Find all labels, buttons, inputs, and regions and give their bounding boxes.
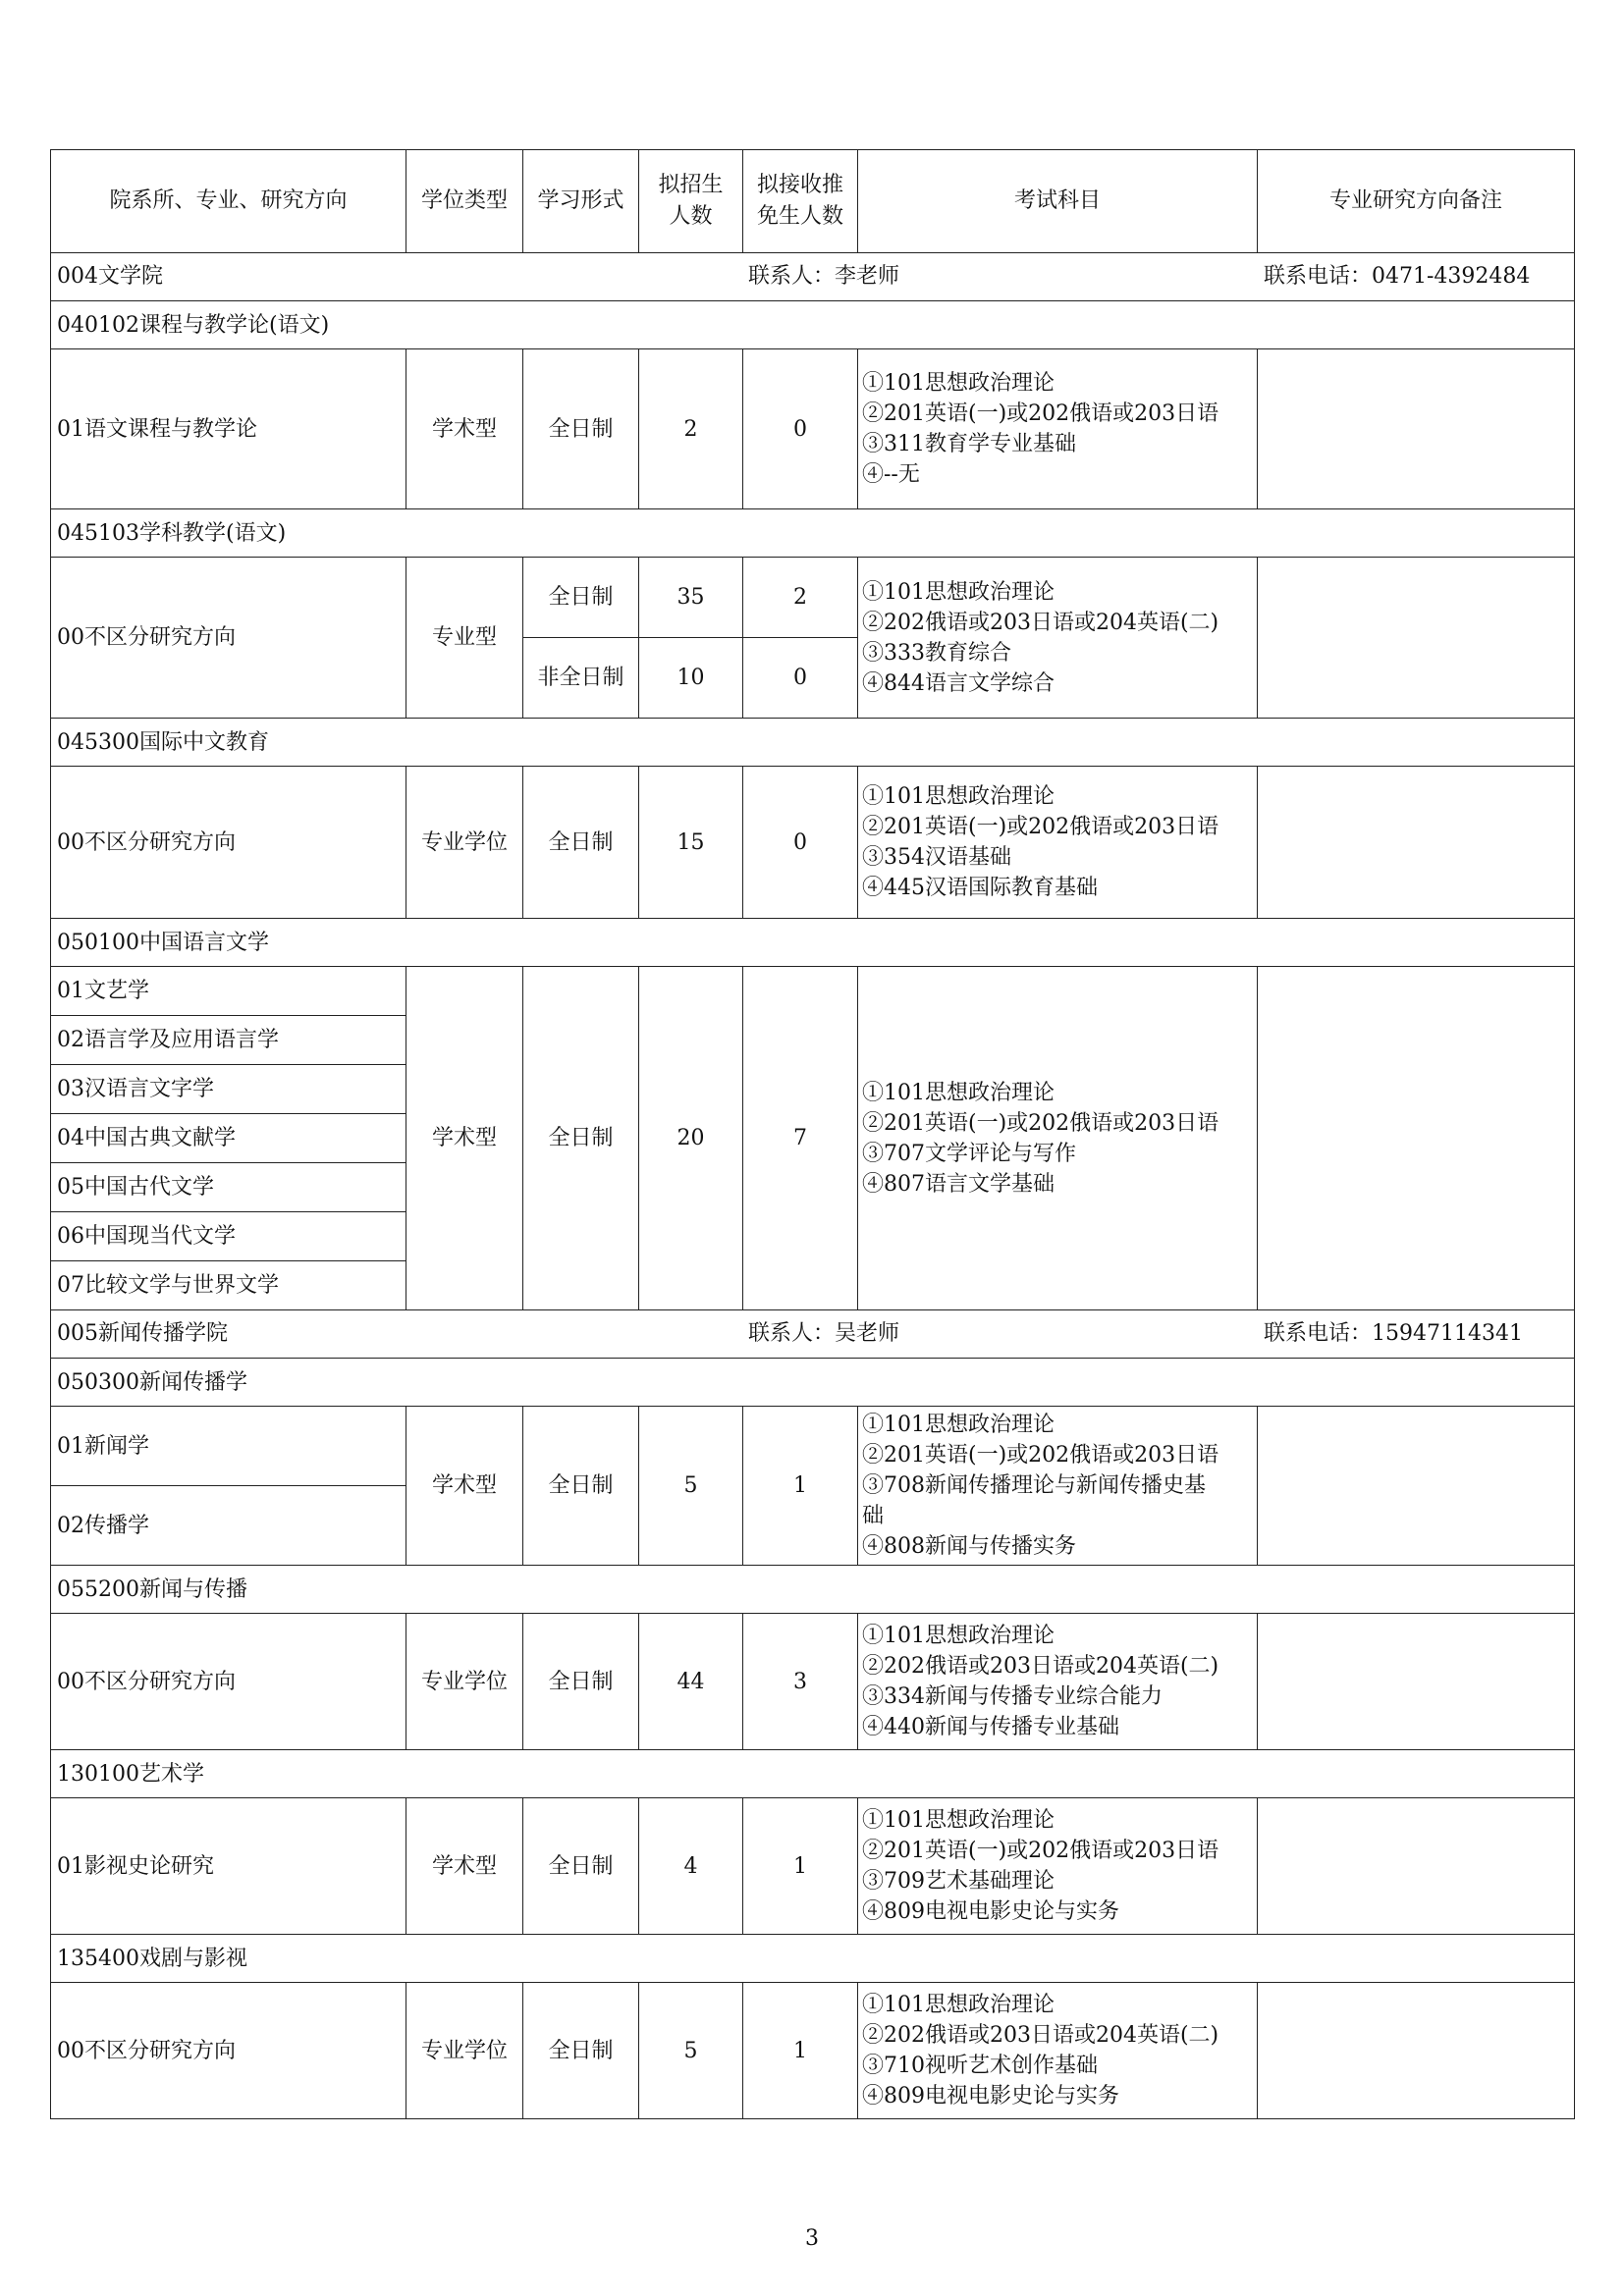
research-direction: 00不区分研究方向 — [51, 767, 406, 919]
exam-subjects — [858, 967, 1258, 1310]
header-enroll-line2: 人数 — [669, 204, 713, 229]
exam-line: ②202俄语或203日语或204英语(二) — [862, 1654, 1219, 1679]
major-title: 055200新闻与传播 — [51, 1566, 1575, 1614]
enroll-count: 35 — [639, 558, 743, 638]
header-exam-subjects: 考试科目 — [858, 150, 1258, 253]
research-direction: 06中国现当代文学 — [51, 1212, 406, 1261]
exam-line: ①101思想政治理论 — [862, 371, 1055, 396]
degree-type: 专业学位 — [406, 767, 523, 919]
header-enroll-line1: 拟招生 — [658, 173, 724, 197]
exam-line: ④807语言文学基础 — [862, 1171, 1055, 1197]
recommend-count: 1 — [743, 1798, 858, 1935]
recommend-count: 0 — [743, 349, 858, 509]
table-row — [51, 967, 1575, 1016]
department-phone: 联系电话：0471-4392484 — [1264, 264, 1531, 289]
research-direction: 02传播学 — [51, 1486, 406, 1566]
header-recommend-count — [743, 150, 858, 253]
enroll-count: 2 — [639, 349, 743, 509]
exam-subjects — [858, 1614, 1258, 1750]
major-title: 040102课程与教学论(语文) — [51, 301, 1575, 349]
exam-line: ③709艺术基础理论 — [862, 1869, 1055, 1894]
major-title-row — [51, 1359, 1575, 1407]
exam-line: ④440新闻与传播专业基础 — [862, 1715, 1119, 1739]
exam-line: 础 — [862, 1504, 885, 1528]
exam-line: ④808新闻与传播实务 — [862, 1534, 1076, 1559]
major-title: 045300国际中文教育 — [51, 719, 1575, 767]
enroll-count: 44 — [639, 1614, 743, 1750]
enroll-count: 5 — [639, 1983, 743, 2119]
header-degree-type: 学位类型 — [406, 150, 523, 253]
exam-line: ①101思想政治理论 — [862, 1413, 1055, 1437]
recommend-count: 3 — [743, 1614, 858, 1750]
department-cell — [51, 1310, 1575, 1359]
remarks-cell — [1258, 1798, 1575, 1935]
degree-type: 专业学位 — [406, 1983, 523, 2119]
recommend-count: 2 — [743, 558, 858, 638]
major-title: 050100中国语言文学 — [51, 919, 1575, 967]
research-direction: 01语文课程与教学论 — [51, 349, 406, 509]
research-direction: 04中国古典文献学 — [51, 1114, 406, 1163]
exam-subjects — [858, 1407, 1258, 1566]
recommend-count: 1 — [743, 1407, 858, 1566]
recommend-count: 1 — [743, 1983, 858, 2119]
exam-line: ③334新闻与传播专业综合能力 — [862, 1684, 1163, 1709]
exam-line: ③707文学评论与写作 — [862, 1141, 1076, 1166]
study-form: 全日制 — [523, 1407, 639, 1566]
enroll-count: 10 — [639, 638, 743, 719]
major-title: 135400戏剧与影视 — [51, 1935, 1575, 1983]
header-recommend-line2: 免生人数 — [756, 204, 843, 229]
research-direction: 02语言学及应用语言学 — [51, 1016, 406, 1065]
degree-type: 学术型 — [406, 349, 523, 509]
page-number: 3 — [805, 2226, 819, 2251]
department-row — [51, 253, 1575, 301]
exam-line: ④809电视电影史论与实务 — [862, 2084, 1119, 2109]
study-form: 非全日制 — [523, 638, 639, 719]
header-dept: 院系所、专业、研究方向 — [51, 150, 406, 253]
exam-subjects — [858, 1983, 1258, 2119]
major-title-row — [51, 301, 1575, 349]
header-remarks: 专业研究方向备注 — [1258, 150, 1575, 253]
department-row — [51, 1310, 1575, 1359]
major-title-row — [51, 509, 1575, 558]
degree-type: 专业学位 — [406, 1614, 523, 1750]
recommend-count: 0 — [743, 638, 858, 719]
research-direction: 00不区分研究方向 — [51, 1614, 406, 1750]
research-direction: 07比较文学与世界文学 — [51, 1261, 406, 1310]
enroll-count: 4 — [639, 1798, 743, 1935]
exam-line: ②201英语(一)或202俄语或203日语 — [862, 401, 1219, 426]
exam-line: ②201英语(一)或202俄语或203日语 — [862, 1110, 1219, 1136]
enroll-count: 20 — [639, 967, 743, 1310]
table-row — [51, 558, 1575, 638]
table-row — [51, 767, 1575, 919]
research-direction: 01新闻学 — [51, 1407, 406, 1486]
remarks-cell — [1258, 1614, 1575, 1750]
department-phone: 联系电话：15947114341 — [1264, 1321, 1523, 1346]
department-name: 005新闻传播学院 — [57, 1321, 228, 1346]
exam-line: ④445汉语国际教育基础 — [862, 876, 1098, 900]
study-form: 全日制 — [523, 349, 639, 509]
research-direction: 03汉语言文字学 — [51, 1065, 406, 1114]
exam-line: ③708新闻传播理论与新闻传播史基 — [862, 1473, 1206, 1498]
research-direction: 01影视史论研究 — [51, 1798, 406, 1935]
table-row — [51, 349, 1575, 509]
header-recommend-line1: 拟接收推 — [756, 173, 843, 197]
remarks-cell — [1258, 767, 1575, 919]
department-cell — [51, 253, 1575, 301]
header-study-form: 学习形式 — [523, 150, 639, 253]
remarks-cell — [1258, 558, 1575, 719]
research-direction: 00不区分研究方向 — [51, 1983, 406, 2119]
exam-line: ①101思想政治理论 — [862, 1624, 1055, 1648]
major-title-row — [51, 1750, 1575, 1798]
exam-line: ①101思想政治理论 — [862, 579, 1055, 605]
enrollment-catalog-table — [50, 149, 1575, 2119]
major-title: 130100艺术学 — [51, 1750, 1575, 1798]
exam-line: ①101思想政治理论 — [862, 1993, 1055, 2017]
major-title-row — [51, 1935, 1575, 1983]
department-contact: 联系人：李老师 — [748, 264, 900, 289]
exam-line: ①101思想政治理论 — [862, 1080, 1055, 1105]
study-form: 全日制 — [523, 1983, 639, 2119]
table-header-row — [51, 150, 1575, 253]
exam-line: ④--无 — [862, 462, 920, 487]
study-form: 全日制 — [523, 558, 639, 638]
exam-line: ②201英语(一)或202俄语或203日语 — [862, 1443, 1219, 1468]
department-name: 004文学院 — [57, 264, 163, 289]
recommend-count: 0 — [743, 767, 858, 919]
research-direction: 01文艺学 — [51, 967, 406, 1016]
exam-subjects — [858, 349, 1258, 509]
department-contact: 联系人：吴老师 — [748, 1321, 900, 1346]
major-title: 045103学科教学(语文) — [51, 509, 1575, 558]
research-direction: 00不区分研究方向 — [51, 558, 406, 719]
exam-line: ①101思想政治理论 — [862, 1808, 1055, 1833]
degree-type: 学术型 — [406, 967, 523, 1310]
exam-line: ①101思想政治理论 — [862, 784, 1055, 809]
major-title-row — [51, 919, 1575, 967]
research-direction: 05中国古代文学 — [51, 1163, 406, 1212]
study-form: 全日制 — [523, 767, 639, 919]
study-form: 全日制 — [523, 1614, 639, 1750]
exam-line: ②202俄语或203日语或204英语(二) — [862, 610, 1219, 635]
exam-line: ③333教育综合 — [862, 640, 1011, 666]
exam-line: ③354汉语基础 — [862, 845, 1011, 870]
degree-type: 学术型 — [406, 1407, 523, 1566]
enroll-count: 5 — [639, 1407, 743, 1566]
table-row — [51, 1407, 1575, 1486]
degree-type: 学术型 — [406, 1798, 523, 1935]
table-row — [51, 1983, 1575, 2119]
major-title-row — [51, 1566, 1575, 1614]
major-title-row — [51, 719, 1575, 767]
major-title: 050300新闻传播学 — [51, 1359, 1575, 1407]
exam-line: ②201英语(一)或202俄语或203日语 — [862, 815, 1219, 839]
exam-line: ④809电视电影史论与实务 — [862, 1899, 1119, 1924]
exam-subjects — [858, 558, 1258, 719]
exam-line: ③710视听艺术创作基础 — [862, 2054, 1098, 2078]
header-enroll-count — [639, 150, 743, 253]
remarks-cell — [1258, 1407, 1575, 1566]
remarks-cell — [1258, 1983, 1575, 2119]
study-form: 全日制 — [523, 1798, 639, 1935]
recommend-count: 7 — [743, 967, 858, 1310]
study-form: 全日制 — [523, 967, 639, 1310]
exam-subjects — [858, 1798, 1258, 1935]
exam-line: ④844语言文学综合 — [862, 670, 1055, 696]
table-row — [51, 1798, 1575, 1935]
table-row — [51, 1614, 1575, 1750]
exam-line: ②201英语(一)或202俄语或203日语 — [862, 1839, 1219, 1863]
enroll-count: 15 — [639, 767, 743, 919]
exam-line: ②202俄语或203日语或204英语(二) — [862, 2023, 1219, 2048]
remarks-cell — [1258, 349, 1575, 509]
exam-line: ③311教育学专业基础 — [862, 432, 1076, 456]
degree-type: 专业型 — [406, 558, 523, 719]
exam-subjects — [858, 767, 1258, 919]
remarks-cell — [1258, 967, 1575, 1310]
